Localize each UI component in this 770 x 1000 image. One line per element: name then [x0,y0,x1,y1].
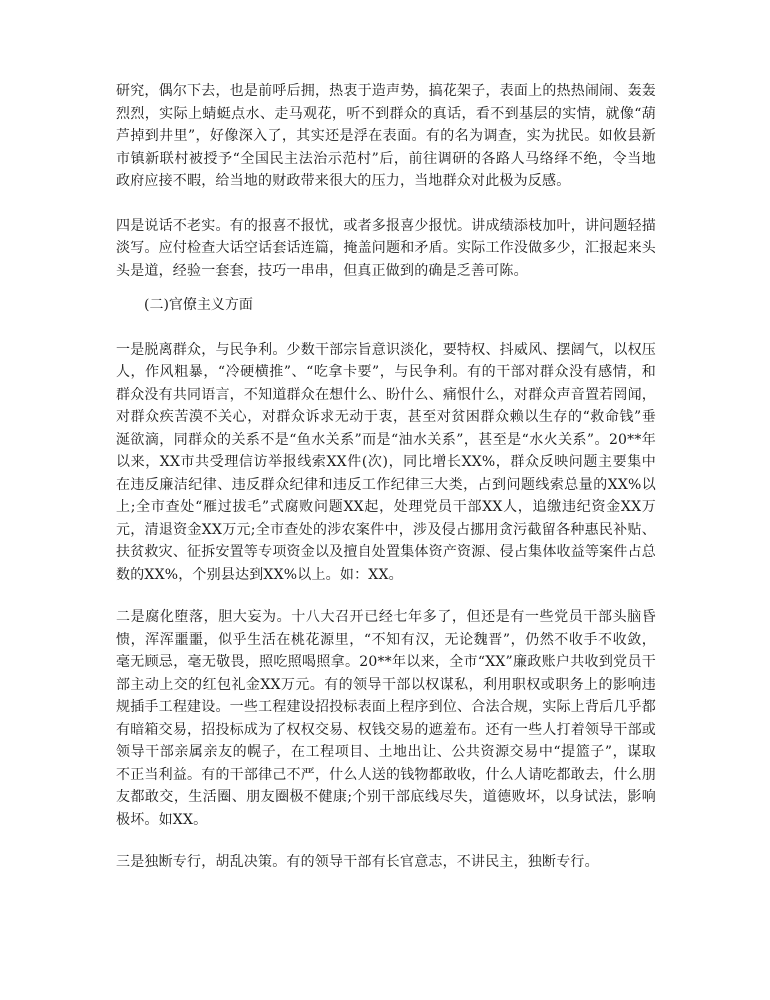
paragraph-corruption: 二是腐化堕落，胆大妄为。十八大召开已经七年多了，但还是有一些党员干部头脑昏愦，浑浑噩噩，似乎生活在桃花源里，“不知有汉，无论魏晋”，仍然不收手不收敛，毫无顾忌，毫无敬畏，照吃照喝照拿。20**年以来，全市“XX”廉政账户共收到党员干部主动上交的红包礼金XX万元。有的领导干部以权谋私，利用职权或职务上的影响违规插手工程建设。一些工程建设招投标表面上程序到位、合法合规，实际上背后几乎都有暗箱交易，招投标成为了权权交易、权钱交易的遮羞布。还有一些人打着领导干部或领导干部亲属亲友的幌子，在工程项目、土地出让、公共资源交易中“提篮子”，谋取不正当利益。有的干部律己不严，什么人送的钱物都敢收，什么人请吃都敢去，什么朋友都敢交，生活圈、朋友圈极不健康;个别干部底线尽失，道德败坏，以身试法，影响极坏。如XX。 [116,609,656,828]
section-heading-bureaucracy: (二)官僚主义方面 [144,297,253,313]
paragraph-arbitrary-decisions: 三是独断专行，胡乱决策。有的领导干部有长官意志，不讲民主，独断专行。 [116,854,599,870]
paragraph-dishonest-speech: 四是说话不老实。有的报喜不报忧，或者多报喜少报忧。讲成绩添枝加叶，讲问题轻描淡写。应付检查大话空话套话连篇，掩盖问题和矛盾。实际工作没做多少，汇报起来头头是道，经验一套套，技巧一串串，但真正做到的确是乏善可陈。 [116,217,656,279]
paragraph-research: 研究，偶尔下去，也是前呼后拥，热衷于造声势，搞花架子，表面上的热热闹闹、轰轰烈烈，实际上蜻蜓点水、走马观花，听不到群众的真话，看不到基层的实情，就像“葫芦掉到井里”，好像深入了，其实还是浮在表面。有的名为调查，实为扰民。如攸县新市镇新联村被授予“全国民主法治示范村”后，前往调研的各路人马络绎不绝，令当地政府应接不暇，给当地的财政带来很大的压力，当地群众对此极为反感。 [116,83,656,189]
document-page [116,80,656,874]
paragraph-detached-from-masses: 一是脱离群众，与民争利。少数干部宗旨意识淡化，要特权、抖威风、摆阔气，以权压人，作风粗暴，“冷硬横推”、“吃拿卡要”，与民争利。有的干部对群众没有感情，和群众没有共同语言，不知道群众在想什么、盼什么、痛恨什么，对群众声音置若罔闻，对群众疾苦漠不关心，对群众诉求无动于衷，甚至对贫困群众赖以生存的“救命钱”垂涎欲滴，同群众的关系不是“鱼水关系”而是“油水关系”，甚至是“水火关系”。20**年以来，XX市共受理信访举报线索XX件(次)，同比增长XX%，群众反映问题主要集中在违反廉洁纪律、违反群众纪律和违反工作纪律三大类，占到问题线索总量的XX%以上;全市查处“雁过拔毛”式腐败问题XX起，处理党员干部XX人，追缴违纪资金XX万元，清退资金XX万元;全市查处的涉农案件中，涉及侵占挪用贪污截留各种惠民补贴、扶贫救灾、征拆安置等专项资金以及擅自处置集体资产资源、侵占集体收益等案件占总数的XX%，个别县达到XX%以上。如：XX。 [116,341,656,583]
